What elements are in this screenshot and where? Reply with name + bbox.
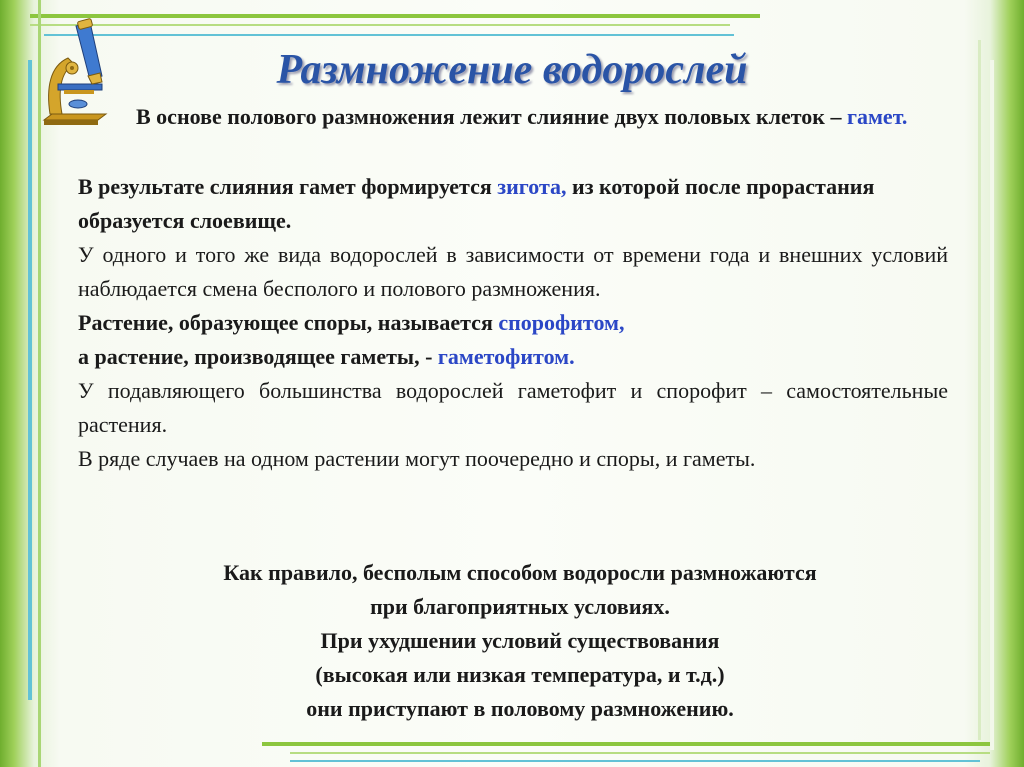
sporophyte-line — [78, 306, 948, 340]
intro-paragraph — [136, 100, 946, 134]
independent-text: У подавляющего большинства водорослей гаметофит и спорофит – самостоятельные растения. — [78, 378, 948, 437]
sporophyte-pre: Растение, образующее споры, называется — [78, 310, 499, 335]
frame-line-top-3 — [44, 34, 734, 36]
term-gametes: гамет. — [846, 104, 908, 129]
term-zygote: зигота, — [497, 174, 567, 199]
conclusion-line-1: Как правило, бесполым способом водоросли размножаются — [223, 560, 817, 585]
frame-line-bottom — [262, 742, 992, 746]
term-sporophyte: спорофитом, — [498, 310, 625, 335]
alternate-text: В ряде случаев на одном растении могут поочередно и споры, и гаметы. — [78, 446, 756, 471]
independent-paragraph — [78, 374, 948, 442]
conclusion-line-2: при благоприятных условиях. — [370, 594, 670, 619]
frame-line-top-2 — [30, 24, 730, 26]
conclusion-line-5: они приступают в половому размножению. — [306, 696, 734, 721]
page-title: Размножение водорослей — [276, 47, 748, 93]
intro-text: В основе полового размножения лежит слияние двух половых клеток – — [136, 104, 847, 129]
season-paragraph — [78, 238, 948, 306]
zygote-paragraph — [78, 170, 948, 238]
main-text — [78, 170, 948, 476]
gametophyte-line — [78, 340, 948, 374]
gametophyte-pre: а растение, производящее гаметы, - — [78, 344, 438, 369]
alternate-paragraph — [78, 442, 948, 476]
zygote-post: из которой после прорастания образуется слоевище. — [78, 174, 875, 233]
frame-bar-right — [990, 60, 994, 750]
conclusion-line-3: При ухудшении условий существования — [320, 628, 720, 653]
term-gametophyte: гаметофитом. — [437, 344, 575, 369]
frame-line-top — [30, 14, 760, 18]
frame-bar-right-2 — [978, 40, 981, 740]
conclusion-line-4: (высокая или низкая температура, и т.д.) — [315, 662, 725, 687]
conclusion-block — [100, 556, 940, 726]
frame-line-bottom-3 — [290, 760, 980, 762]
frame-line-bottom-2 — [290, 752, 990, 754]
frame-bar-left — [28, 60, 32, 700]
zygote-pre: В результате слияния гамет формируется — [78, 174, 498, 199]
season-text: У одного и того же вида водорослей в зависимости от времени года и внешних условий наблюдается смена бесполого и полового размножения. — [78, 242, 948, 301]
